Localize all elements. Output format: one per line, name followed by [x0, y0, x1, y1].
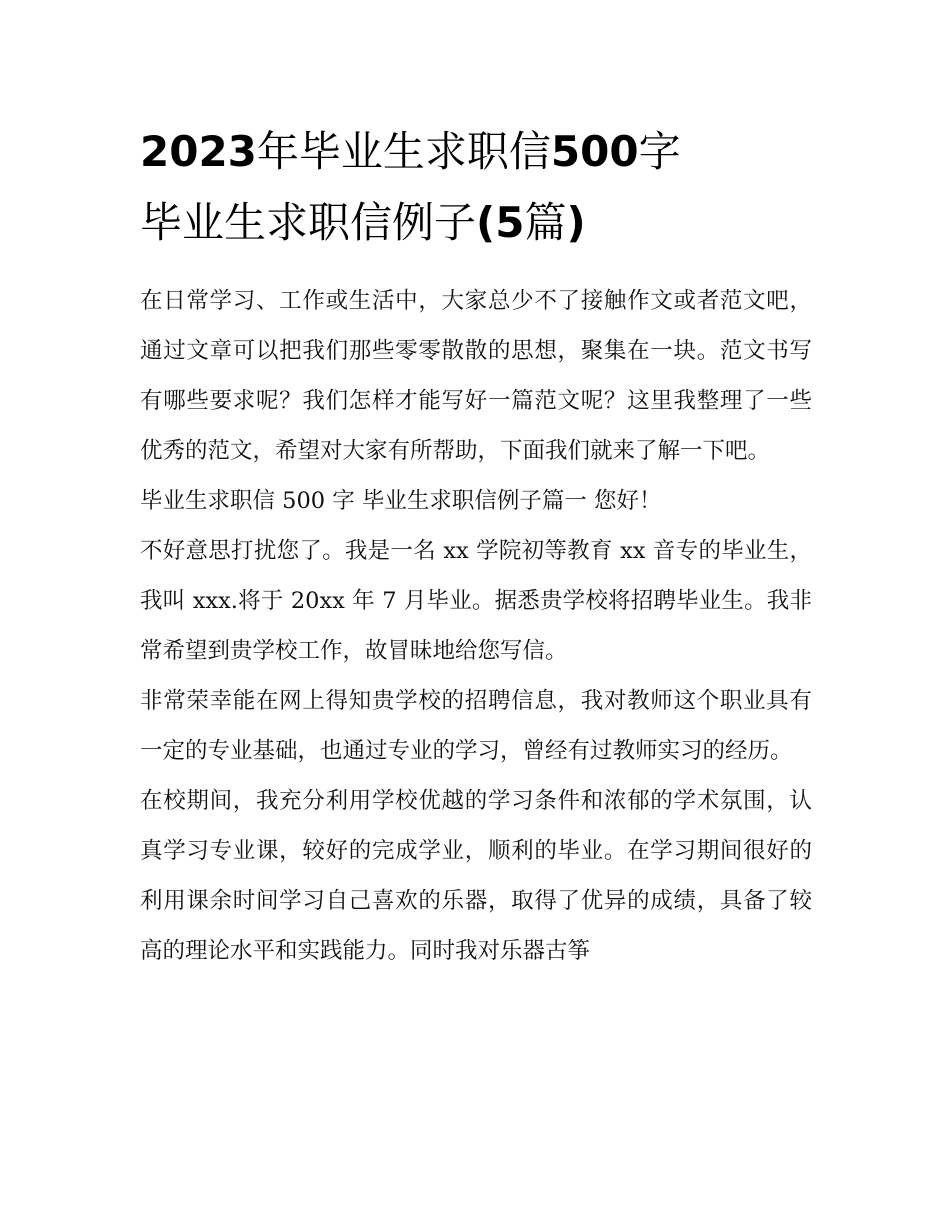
title-count: (5 [476, 198, 525, 247]
title-text-4: 篇 [524, 198, 567, 247]
title-line-1 [140, 116, 820, 187]
title-line-2 [140, 187, 820, 258]
title-text-2: 字 [638, 127, 681, 176]
title-number: 500 [550, 127, 639, 176]
paragraph-study: 在校期间，我充分利用学校优越的学习条件和浓郁的学术氛围，认真学习专业课，较好的完成学业，顺利的毕业。在学习期间很好的利用课余时间学习自己喜欢的乐器，取得了优异的成绩，具备了较高的理论水平和实践能力。同时我对乐器古筝 [140, 788, 812, 964]
title-text-3: 毕业生求职信例子 [140, 198, 477, 247]
title-text-1: 年毕业生求职信 [256, 127, 551, 176]
title-close-paren: ) [566, 198, 586, 247]
document-body [140, 276, 812, 976]
title-year: 2023 [140, 127, 257, 176]
paragraph-intro: 在日常学习、工作或生活中，大家总少不了接触作文或者范文吧，通过文章可以把我们那些零零散散的思想，聚集在一块。范文书写有哪些要求呢？我们怎样才能写好一篇范文呢？这里我整理了一些优秀的范文，希望对大家有所帮助，下面我们就来了解一下吧。 [140, 288, 812, 464]
paragraph-letter-heading: 毕业生求职信 500 字 毕业生求职信例子篇一 您好！ [140, 488, 662, 514]
document-title [140, 116, 820, 258]
paragraph-motivation: 非常荣幸能在网上得知贵学校的招聘信息，我对教师这个职业具有一定的专业基础，也通过专业的学习，曾经有过教师实习的经历。 [140, 688, 812, 764]
paragraph-self-intro: 不好意思打扰您了。我是一名 xx 学院初等教育 xx 音专的毕业生，我叫 xxx.将于 20xx 年 7 月毕业。据悉贵学校将招聘毕业生。我非常希望到贵学校工作，故冒昧地给您写信。 [140, 538, 812, 664]
